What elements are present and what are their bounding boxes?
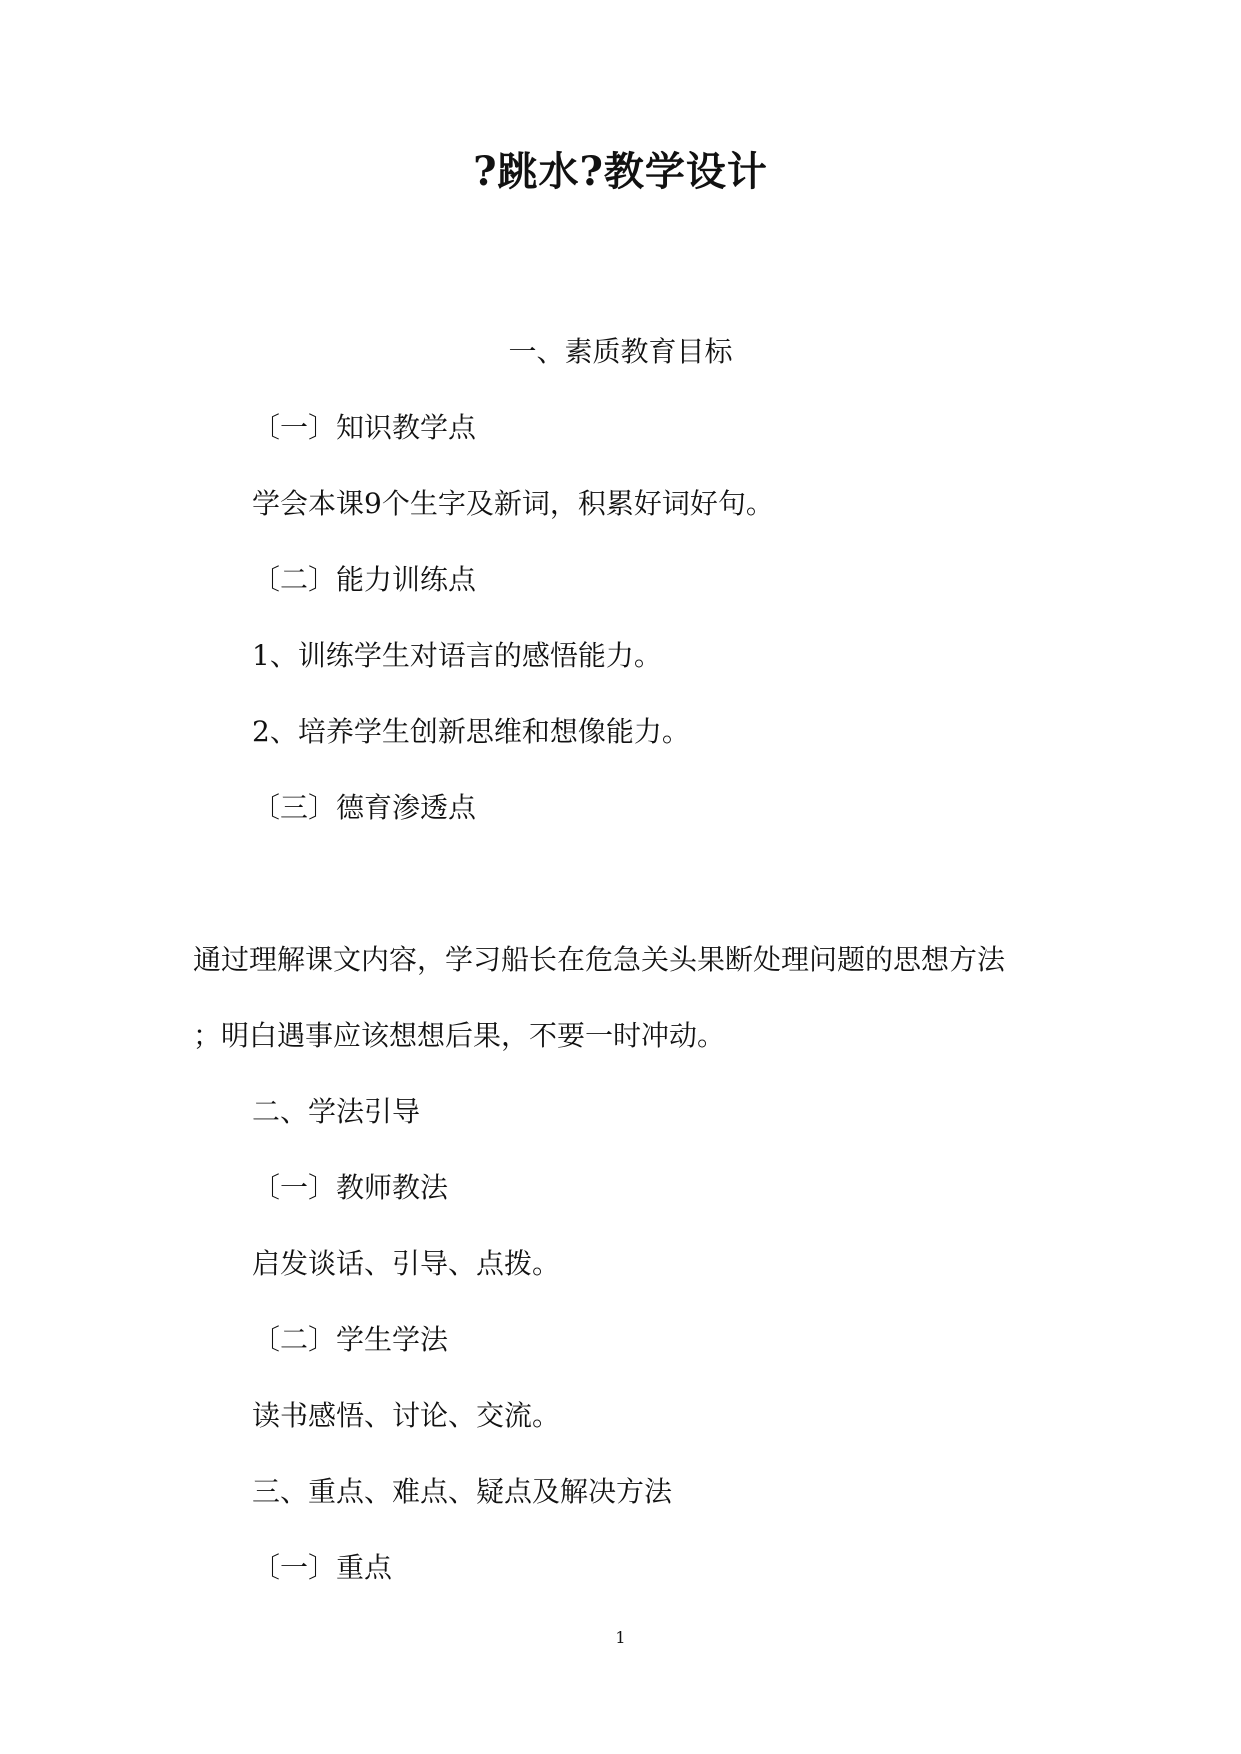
list-item-ability-2: 2、培养学生创新思维和想像能力。: [252, 715, 690, 748]
subsection-heading-ability: 〔二〕能力训练点: [252, 563, 477, 596]
subsection-heading-knowledge: 〔一〕知识教学点: [252, 411, 477, 444]
subsection-heading-student-method: 〔二〕学生学法: [252, 1323, 449, 1356]
paragraph-moral-line-2: ；明白遇事应该想想后果，不要一时冲动。: [193, 1019, 726, 1052]
document-title: ?跳水?教学设计: [473, 148, 768, 195]
section-heading-3: 三、重点、难点、疑点及解决方法: [252, 1475, 673, 1508]
subsection-heading-teacher-method: 〔一〕教师教法: [252, 1171, 449, 1204]
section-heading-2: 二、学法引导: [252, 1095, 421, 1128]
list-item-ability-1: 1、训练学生对语言的感悟能力。: [252, 639, 662, 672]
paragraph-moral-line-1: 通过理解课文内容，学习船长在危急关头果断处理问题的思想方法: [193, 943, 1006, 976]
subsection-heading-key-points: 〔一〕重点: [252, 1551, 393, 1584]
paragraph-knowledge: 学会本课9个生字及新词，积累好词好句。: [252, 487, 774, 520]
page-number: 1: [615, 1628, 626, 1647]
paragraph-student-method: 读书感悟、讨论、交流。: [252, 1399, 561, 1432]
section-heading-1: 一、素质教育目标: [508, 335, 733, 368]
subsection-heading-moral: 〔三〕德育渗透点: [252, 791, 477, 824]
paragraph-teacher-method: 启发谈话、引导、点拨。: [252, 1247, 561, 1280]
